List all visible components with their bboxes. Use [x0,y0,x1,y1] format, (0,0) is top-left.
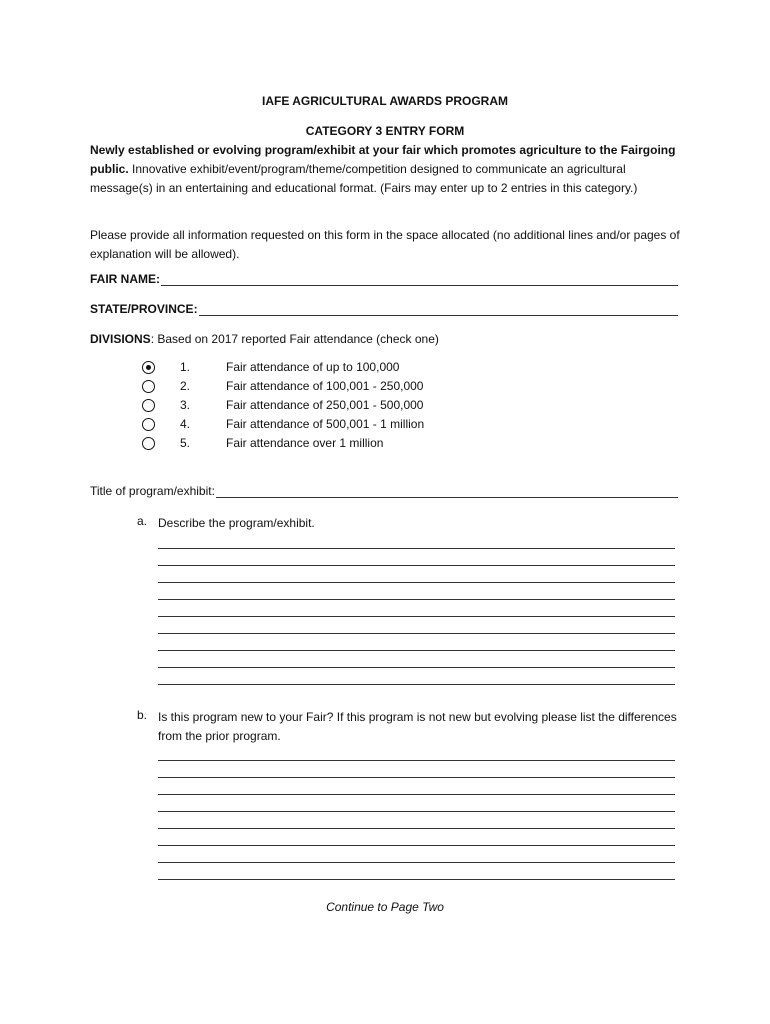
option-label: Fair attendance of 100,001 - 250,000 [226,379,424,393]
answer-line[interactable] [158,744,675,761]
category-description-text: Innovative exhibit/event/program/theme/competition designed to communicate an agricultural message(s) in an entertaining and educational format. (Fairs may enter up to 2 entries in this category.) [90,162,638,195]
answer-line[interactable] [158,617,675,634]
fair-name-field[interactable] [161,273,678,286]
division-option-2[interactable] [140,379,460,398]
state-province-field[interactable] [199,303,678,316]
answer-line[interactable] [158,795,675,812]
option-number: 1. [180,360,191,374]
form-subtitle: CATEGORY 3 ENTRY FORM [305,124,465,138]
answer-line[interactable] [158,634,675,651]
question-b-text: Is this program new to your Fair? If this program is not new but evolving please list the differences from the prior program. [158,710,677,743]
option-number: 3. [180,398,191,412]
program-title-label: Title of program/exhibit: [90,484,215,498]
question-b-answer-area[interactable] [158,744,675,880]
option-number: 5. [180,436,191,450]
radio-button-checked[interactable] [142,361,155,374]
radio-button[interactable] [142,399,155,412]
category-description-bold: Newly established or evolving program/exhibit at your fair which promotes agriculture to the Fairgoing public. [90,143,676,176]
program-title-row [90,484,678,498]
division-option-3[interactable] [140,398,460,417]
state-province-label: STATE/PROVINCE: [90,302,198,316]
category-description [90,141,680,198]
form-title: IAFE AGRICULTURAL AWARDS PROGRAM [262,94,508,108]
question-a-text: Describe the program/exhibit. [158,516,315,530]
fair-name-row [90,272,678,286]
divisions-label: DIVISIONS [90,332,151,346]
division-option-4[interactable] [140,417,460,436]
instructions-note: Please provide all information requested on this form in the space allocated (no additional lines and/or pages of explanation will be allowed). [90,228,680,261]
option-label: Fair attendance of 500,001 - 1 million [226,417,425,431]
answer-line[interactable] [158,651,675,668]
answer-line[interactable] [158,863,675,880]
state-province-row [90,302,678,316]
radio-button[interactable] [142,418,155,431]
answer-line[interactable] [158,583,675,600]
option-label: Fair attendance of 250,001 - 500,000 [226,398,424,412]
answer-line[interactable] [158,532,675,549]
answer-line[interactable] [158,829,675,846]
answer-line[interactable] [158,549,675,566]
divisions-heading [90,332,439,346]
answer-line[interactable] [158,778,675,795]
option-number: 4. [180,417,191,431]
fair-name-label: FAIR NAME: [90,272,160,286]
question-a-answer-area[interactable] [158,532,675,685]
answer-line[interactable] [158,566,675,583]
option-label: Fair attendance over 1 million [226,436,384,450]
answer-line[interactable] [158,668,675,685]
question-b-marker: b. [137,708,148,722]
question-a-marker: a. [137,514,148,528]
radio-button[interactable] [142,437,155,450]
division-option-5[interactable] [140,436,460,455]
option-number: 2. [180,379,191,393]
answer-line[interactable] [158,761,675,778]
divisions-text: : Based on 2017 reported Fair attendance (check one) [150,332,439,346]
answer-line[interactable] [158,600,675,617]
continue-note: Continue to Page Two [326,900,444,914]
answer-line[interactable] [158,846,675,863]
option-label: Fair attendance of up to 100,000 [226,360,400,374]
division-option-1[interactable] [140,360,460,379]
radio-button[interactable] [142,380,155,393]
program-title-field[interactable] [216,485,678,498]
answer-line[interactable] [158,812,675,829]
division-options [140,360,460,455]
